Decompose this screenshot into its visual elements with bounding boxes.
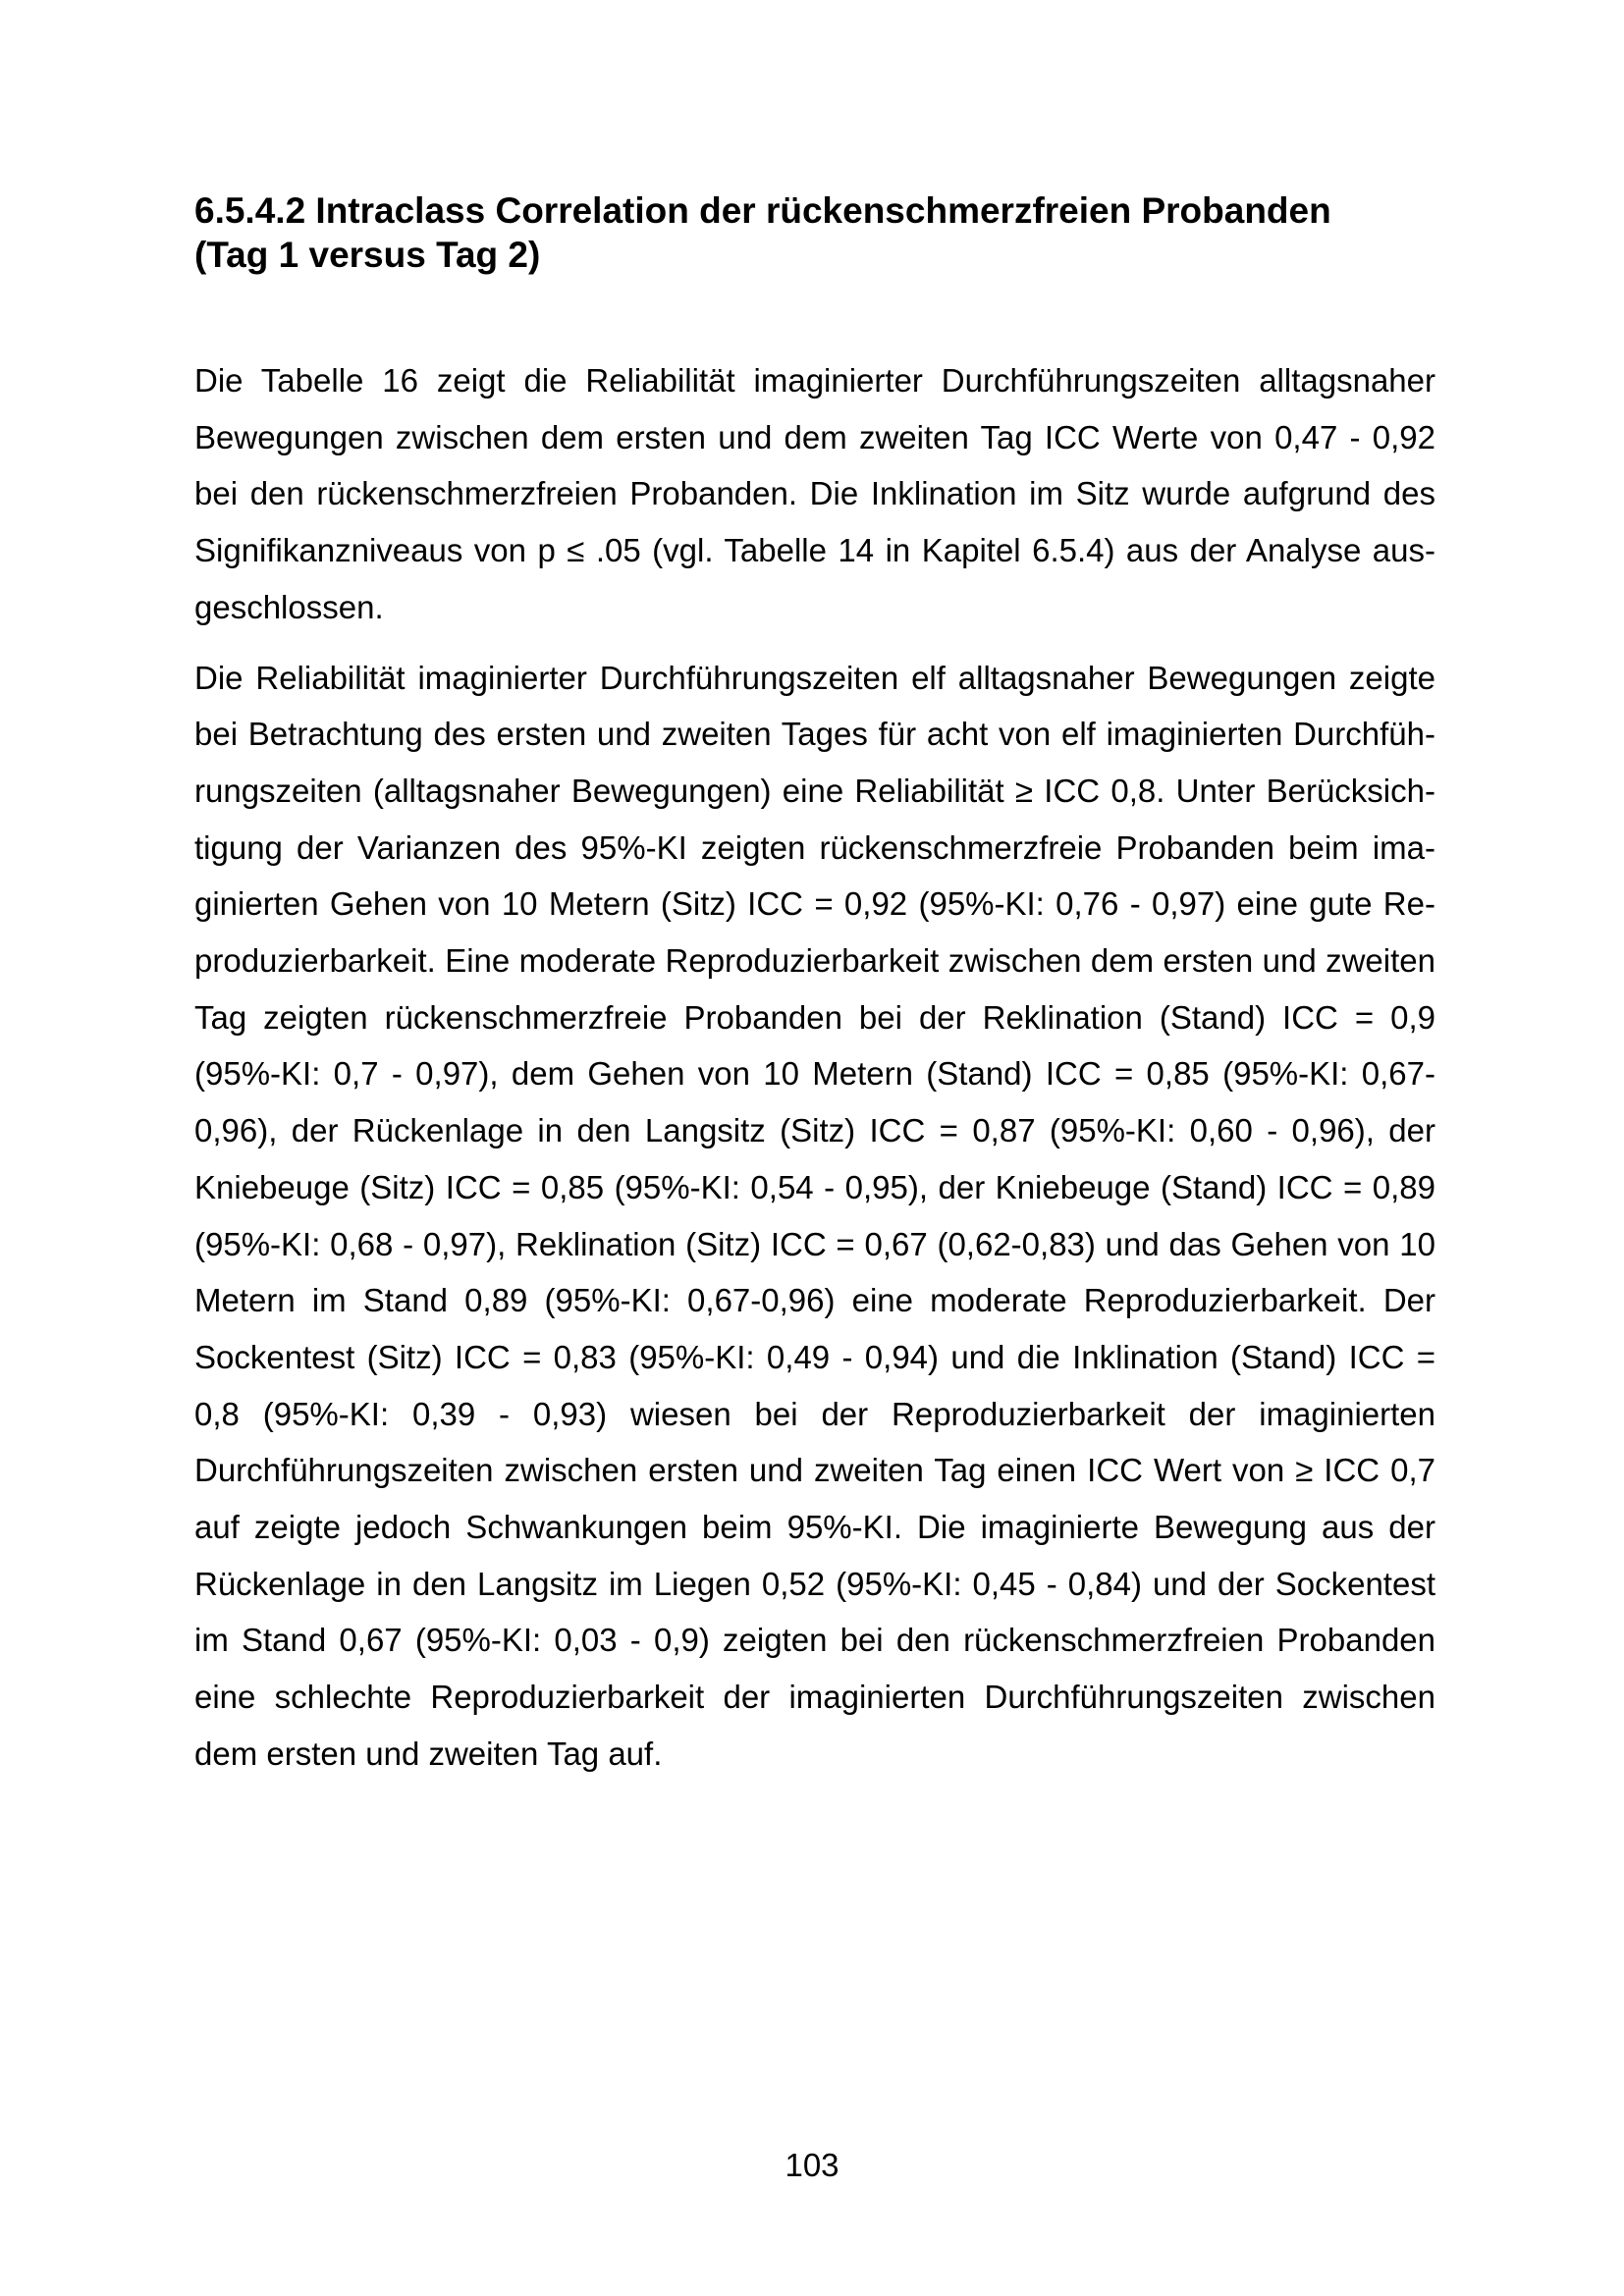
section-heading [194, 188, 1435, 277]
paragraph-results: Die Reliabilität imaginierter Durchführungszeiten elf alltagsnaher Bewegungen zeigte bei Betrachtung des ersten und zweiten Tages für acht von elf imaginierten Durchführungszeiten (alltagsnaher Bewegungen) eine Reliabilität ≥ ICC 0,8. Unter Berücksichtigung der Varianzen des 95%-KI zeigten rückenschmerzfreie Probanden beim imaginierten Gehen von 10 Metern (Sitz) ICC = 0,92 (95%-KI: 0,76 - 0,97) eine gute Reproduzierbarkeit. Eine moderate Reproduzierbarkeit zwischen dem ersten und zweiten Tag zeigten rückenschmerzfreie Probanden bei der Reklination (Stand) ICC = 0,9 (95%-KI: 0,7 - 0,97), dem Gehen von 10 Metern (Stand) ICC = 0,85 (95%-KI: 0,67-0,96), der Rückenlage in den Langsitz (Sitz) ICC = 0,87 (95%-KI: 0,60 - 0,96), der Kniebeuge (Sitz) ICC = 0,85 (95%-KI: 0,54 - 0,95), der Kniebeuge (Stand) ICC = 0,89 (95%-KI: 0,68 - 0,97), Reklination (Sitz) ICC = 0,67 (0,62-0,83) und das Gehen von 10 Metern im Stand 0,89 (95%-KI: 0,67-0,96) eine moderate Reproduzierbarkeit. Der Sockentest (Sitz) ICC = 0,83 (95%-KI: 0,49 - 0,94) und die Inklination (Stand) ICC = 0,8 (95%-KI: 0,39 - 0,93) wiesen bei der Reproduzierbarkeit der imaginierten Durchführungszeiten zwischen ersten und zweiten Tag einen ICC Wert von ≥ ICC 0,7 auf zeigte jedoch Schwankungen beim 95%-KI. Die imaginierte Bewegung aus der Rückenlage in den Langsitz im Liegen 0,52 (95%-KI: 0,45 - 0,84) und der Sockentest im Stand 0,67 (95%-KI: 0,03 - 0,9) zeigten bei den rückenschmerzfreien Probanden eine schlechte Reproduzierbarkeit der imaginierten Durchführungszeiten zwischen dem ersten und zweiten Tag auf. [194, 659, 1435, 1772]
heading-line-2: (Tag 1 versus Tag 2) [194, 235, 541, 275]
paragraph-intro: Die Tabelle 16 zeigt die Reliabilität imaginierter Durchführungszeiten alltagsnaher Bewegungen zwischen dem ersten und dem zweiten Tag ICC Werte von 0,47 - 0,92 bei den rückenschmerzfreien Probanden. Die Inklination im Sitz wurde aufgrund des Signifikanzniveaus von p ≤ .05 (vgl. Tabelle 14 in Kapitel 6.5.4) aus der Analyse ausgeschlossen. [194, 362, 1435, 625]
heading-line-1: 6.5.4.2 Intraclass Correlation der rückenschmerzfreien Probanden [194, 190, 1331, 231]
page-number: 103 [785, 2147, 839, 2183]
page-content [194, 188, 1435, 1783]
